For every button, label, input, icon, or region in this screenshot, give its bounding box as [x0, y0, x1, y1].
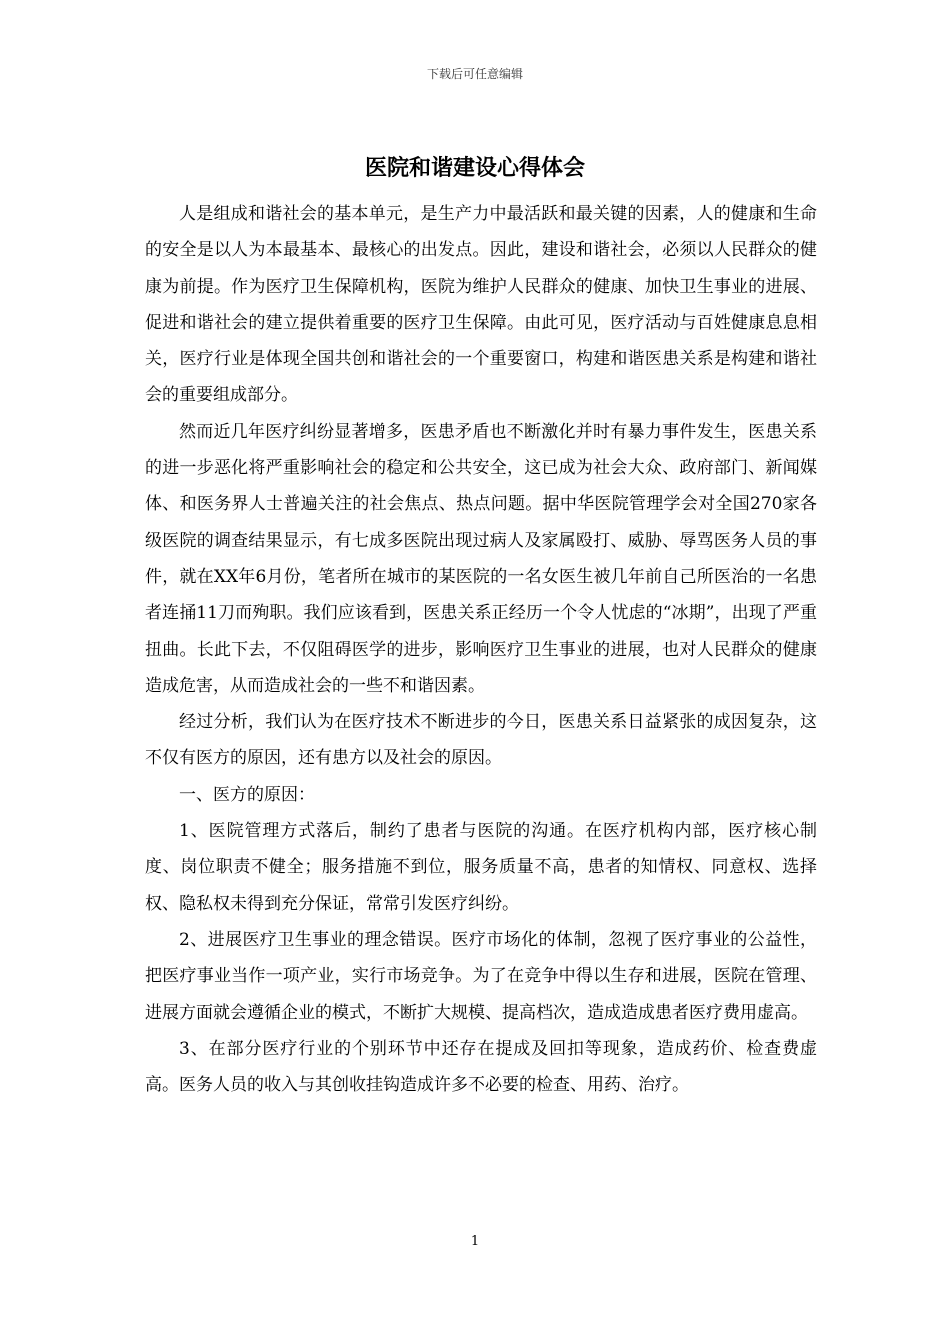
paragraph: 1、医院管理方式落后，制约了患者与医院的沟通。在医疗机构内部，医疗核心制度、岗位职责不健全；服务措施不到位，服务质量不高，患者的知情权、同意权、选择权、隐私权未得到充分保证，常常引发医疗纠纷。 — [145, 821, 817, 914]
paragraph: 2、进展医疗卫生事业的理念错误。医疗市场化的体制，忽视了医疗事业的公益性，把医疗事业当作一项产业，实行市场竞争。为了在竞争中得以生存和进展，医院在管理、进展方面就会遵循企业的模式，不断扩大规模、提高档次，造成造成患者医疗费用虚高。 — [145, 929, 817, 1023]
document-body — [145, 196, 817, 1103]
paragraph: 3、在部分医疗行业的个别环节中还存在提成及回扣等现象，造成药价、检查费虚高。医务人员的收入与其创收挂钩造成许多不必要的检查、用药、治疗。 — [145, 1038, 817, 1096]
page-number: 1 — [470, 1234, 480, 1249]
paragraph: 人是组成和谐社会的基本单元，是生产力中最活跃和最关键的因素，人的健康和生命的安全是以人为本最基本、最核心的出发点。因此，建设和谐社会，必须以人民群众的健康为前提。作为医疗卫生保障机构，医院为维护人民群众的健康、加快卫生事业的进展、促进和谐社会的建立提供着重要的医疗卫生保障。由此可见，医疗活动与百姓健康息息相关，医疗行业是体现全国共创和谐社会的一个重要窗口，构建和谐医患关系是构建和谐社会的重要组成部分。 — [145, 204, 817, 406]
paragraph: 经过分析，我们认为在医疗技术不断进步的今日，医患关系日益紧张的成因复杂，这不仅有医方的原因，还有患方以及社会的原因。 — [145, 712, 817, 769]
document-title: 医院和谐建设心得体会 — [364, 155, 585, 181]
page-header: 下载后可任意编辑 — [426, 67, 523, 81]
section-heading: 一、医方的原因： — [179, 784, 315, 805]
paragraph: 然而近几年医疗纠纷显著增多，医患矛盾也不断激化并时有暴力事件发生，医患关系的进一步恶化将严重影响社会的稳定和公共安全，这已成为社会大众、政府部门、新闻媒体、和医务界人士普遍关注的社会焦点、热点问题。据中华医院管理学会对全国270家各级医院的调查结果显示，有七成多医院出现过病人及家属殴打、威胁、辱骂医务人员的事件，就在XX年6月份，笔者所在城市的某医院的一名女医生被几年前自己所医治的一名患者连捅11刀而殉职。我们应该看到，医患关系正经历一个令人忧虑的“冰期”，出现了严重扭曲。长此下去，不仅阻碍医学的进步，影响医疗卫生事业的进展，也对人民群众的健康造成危害，从而造成社会的一些不和谐因素。 — [145, 421, 817, 696]
